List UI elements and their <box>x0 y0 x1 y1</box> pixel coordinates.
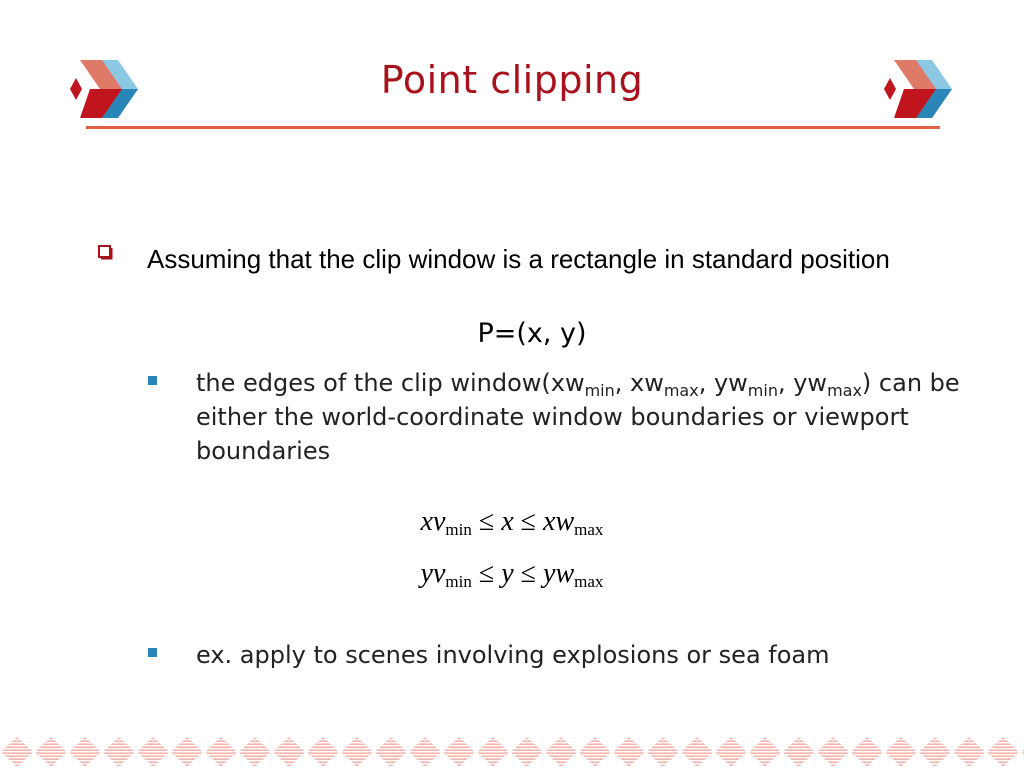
inequality-y: $yv_{min} \le y \le yw_{max}$ <box>420 558 604 591</box>
square-bullet-icon <box>148 648 157 657</box>
main-bullet-text: Assuming that the clip window is a rectangle in standard position <box>147 244 890 274</box>
checkbox-icon <box>98 245 113 260</box>
sub-bullet-example-text: ex. apply to scenes involving explosions or sea foam <box>196 641 830 669</box>
point-equation: P=(x, y) <box>477 318 587 349</box>
title-underline <box>86 126 940 129</box>
slide-title: Point clipping <box>380 58 644 102</box>
footer-diamond-pattern <box>0 736 1024 768</box>
square-bullet-icon <box>148 376 157 385</box>
inequality-x: $xv_{min} \le x \le xw_{max}$ <box>420 506 604 539</box>
sub-bullet-edges-text: the edges of the clip $window(xw_{min}$, $xw_{max}$, $yw_{min}$, $yw_{max}$) can be either the world-coordinate window boundaries or viewport boundaries <box>196 369 960 465</box>
